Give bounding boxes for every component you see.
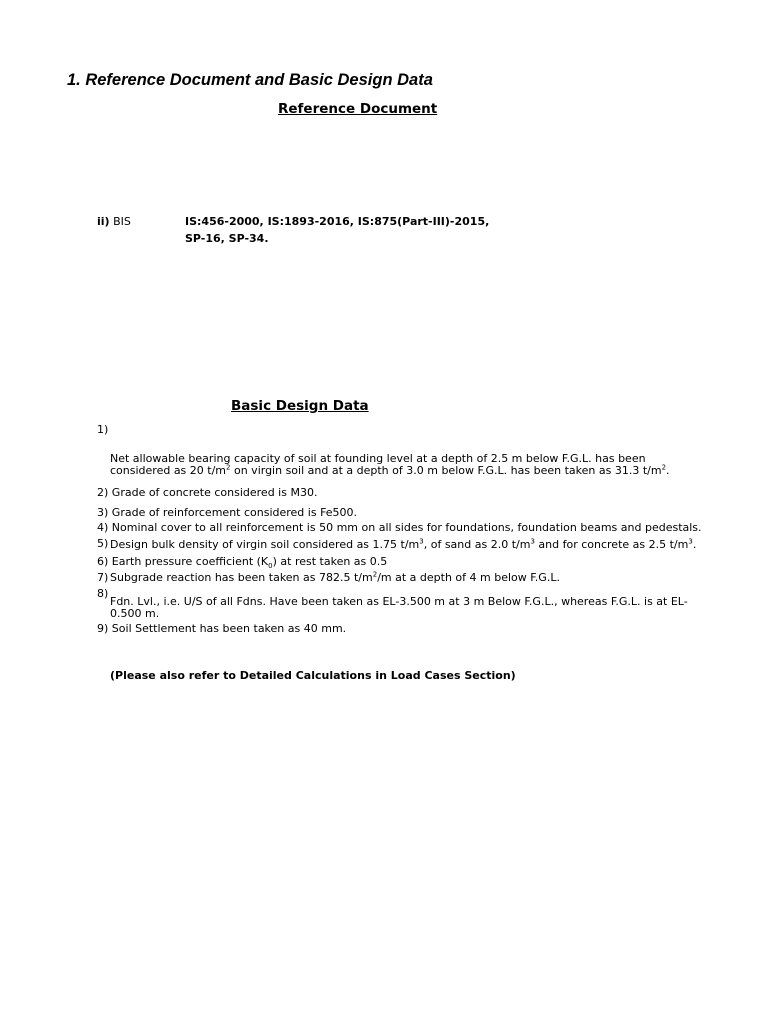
item-1-line-2: considered as 20 $t/m^2$ on virgin soil and at a depth of 3.0 m below F.G.L. has been taken as 31.3 $t/m^2$. bbox=[110, 463, 670, 477]
item-2: 2) Grade of concrete considered is M30. bbox=[97, 486, 318, 499]
item-1-number: 1) bbox=[97, 423, 109, 436]
reference-codes-line-1: IS:456-2000, IS:1893-2016, IS:875(Part-III)-2015, bbox=[185, 215, 490, 228]
reference-codes-line-2: SP-16, SP-34. bbox=[185, 232, 269, 245]
item-3: 3) Grade of reinforcement considered is Fe500. bbox=[97, 506, 358, 519]
section-heading: 1. Reference Document and Basic Design Data bbox=[67, 71, 433, 89]
item-5-text: Design bulk density of virgin soil considered as 1.75 $t/m^3$, of sand as 2.0 $t/m^3$ and for concrete as 2.5 $t/m^3$. bbox=[110, 537, 697, 551]
item-1-line-1: Net allowable bearing capacity of soil at founding level at a depth of 2.5 m below F.G.L. has been bbox=[110, 452, 646, 465]
item-7-text: Subgrade reaction has been taken as 782.5 $t/m^2/m$ at a depth of 4 m below F.G.L. bbox=[110, 570, 560, 584]
item-8-line-2: 0.500 m. bbox=[110, 607, 160, 620]
reference-item bbox=[97, 215, 131, 228]
reference-note: (Please also refer to Detailed Calculations in Load Cases Section) bbox=[110, 669, 516, 682]
reference-item-number: ii) bbox=[97, 215, 110, 228]
item-7-number: 7) bbox=[97, 571, 109, 584]
reference-document-title: Reference Document bbox=[278, 101, 438, 117]
item-8-line-1: Fdn. Lvl., i.e. U/S of all Fdns. Have been taken as EL-3.500 m at 3 m Below F.G.L., whereas F.G.L. is at EL- bbox=[110, 595, 688, 608]
item-9: 9) Soil Settlement has been taken as 40 mm. bbox=[97, 622, 347, 635]
item-5-number: 5) bbox=[97, 537, 109, 550]
item-8-number: 8) bbox=[97, 587, 109, 600]
reference-item-label: BIS bbox=[113, 215, 131, 228]
item-6: 6) Earth pressure coefficient $(K_0)$ at rest taken as 0.5 bbox=[97, 555, 388, 571]
basic-design-data-title: Basic Design Data bbox=[231, 398, 369, 414]
item-4: 4) Nominal cover to all reinforcement is 50 mm on all sides for foundations, foundation beams and pedestals. bbox=[97, 521, 702, 534]
